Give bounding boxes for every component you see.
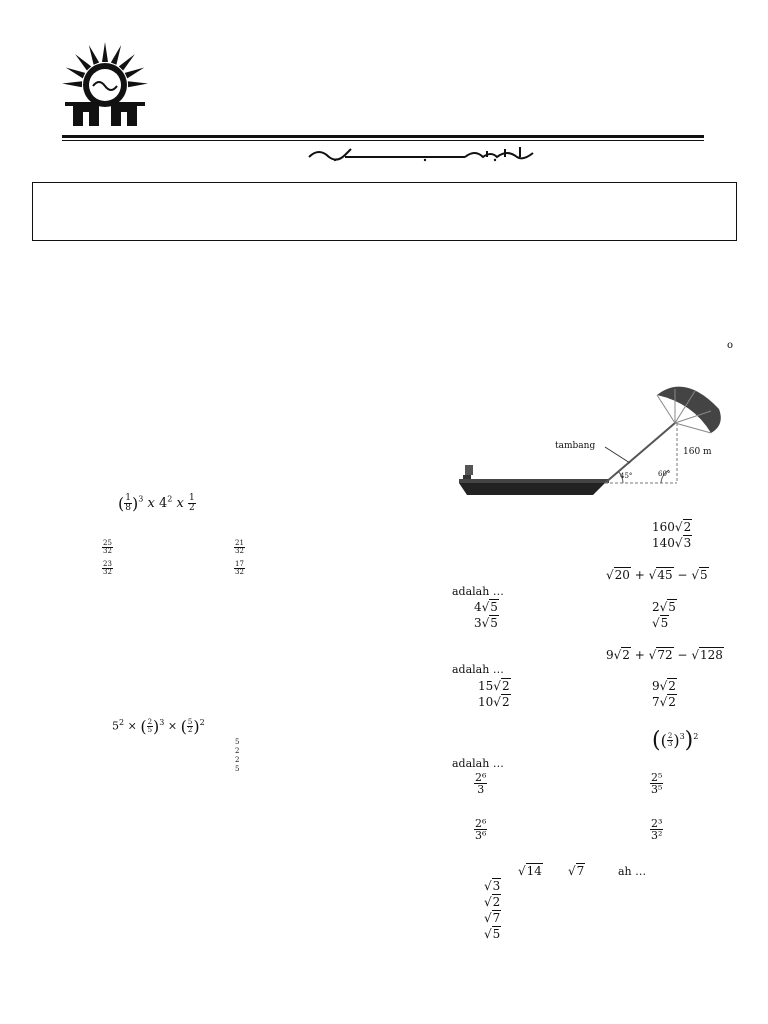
q2-option: 2 [235, 747, 240, 755]
sqrt-question-2-adalah: adalah … [452, 663, 504, 676]
q2-options [235, 738, 239, 774]
rope-label: tambang [555, 441, 596, 451]
last-question-tail: ah … [618, 865, 647, 878]
sqrt-question-2-expression: 9√2 + √72 − √128 [606, 648, 723, 662]
q2-option: 5 [235, 738, 240, 746]
power-question-expression: (( $\frac{2}{3}$ )$^3$)$^2$ [652, 728, 699, 753]
sqrt-question-1-adalah: adalah … [452, 585, 504, 598]
q1-option-a: $\frac{25}{32}$ [103, 539, 112, 555]
sqrt-q2-option-c: 10√2 [478, 695, 510, 709]
header-rule-thin [62, 140, 704, 141]
power-option-a: $\frac{\text{2⁶}}{3}$ [475, 771, 487, 796]
q1-expression: ( $\frac{1}{8}$ )$^3$ x $4^2$ x $\frac{1}{2}$ [118, 493, 195, 513]
sun-emblem-icon [55, 40, 155, 132]
angle-45-label: 45° [620, 472, 633, 480]
height-label: 160 m [683, 447, 712, 457]
sqrt-q1-option-a: 4√5 [474, 600, 498, 614]
angle-60-label: 60° [658, 470, 671, 478]
last-option-c: √7 [484, 911, 501, 925]
power-option-d: $\frac{\text{2³}}{\text{3²}}$ [651, 817, 663, 842]
q2-option: 5 [235, 765, 240, 773]
boat-parasail-figure [455, 375, 735, 505]
sqrt-q2-option-d: 7√2 [652, 695, 676, 709]
sqrt-q2-option-b: 9√2 [652, 679, 676, 693]
balloon-option-1: 160√2 [652, 520, 692, 534]
header-rule-thick [62, 135, 704, 138]
sqrt-q1-option-b: 2√5 [652, 600, 676, 614]
power-option-c: $\frac{\text{2⁶}}{\text{3⁶}}$ [475, 817, 487, 842]
q2-option: 2 [235, 756, 240, 764]
sqrt-q2-option-a: 15√2 [478, 679, 510, 693]
instruction-box [32, 182, 737, 241]
sqrt-q1-option-c: 3√5 [474, 616, 498, 630]
sqrt-question-1-expression: √20 + √45 − √5 [606, 568, 708, 582]
basmala-calligraphy [305, 143, 545, 163]
power-question-adalah: adalah … [452, 757, 504, 770]
last-question-sqrt-a: √14 [518, 864, 542, 878]
balloon-option-2: 140√3 [652, 536, 692, 550]
last-question-sqrt-b: √7 [568, 864, 585, 878]
last-option-b: √2 [484, 895, 501, 909]
last-option-d: √5 [484, 927, 501, 941]
last-option-a: √3 [484, 879, 501, 893]
logo [55, 40, 155, 132]
sqrt-q1-option-d: √5 [652, 616, 669, 630]
power-option-b: $\frac{\text{2⁵}}{\text{3⁵}}$ [651, 771, 663, 796]
q1-option-b: $\frac{21}{32}$ [235, 539, 244, 555]
q1-option-c: $\frac{23}{32}$ [103, 560, 112, 576]
q2-expression: $5^2$ × ( $\frac{2}{5}$ )$^3$ × ( $\frac{5}{2}$ )$^2$ [112, 717, 205, 736]
degree-mark: o [727, 340, 734, 351]
q1-option-d: $\frac{17}{32}$ [235, 560, 244, 576]
